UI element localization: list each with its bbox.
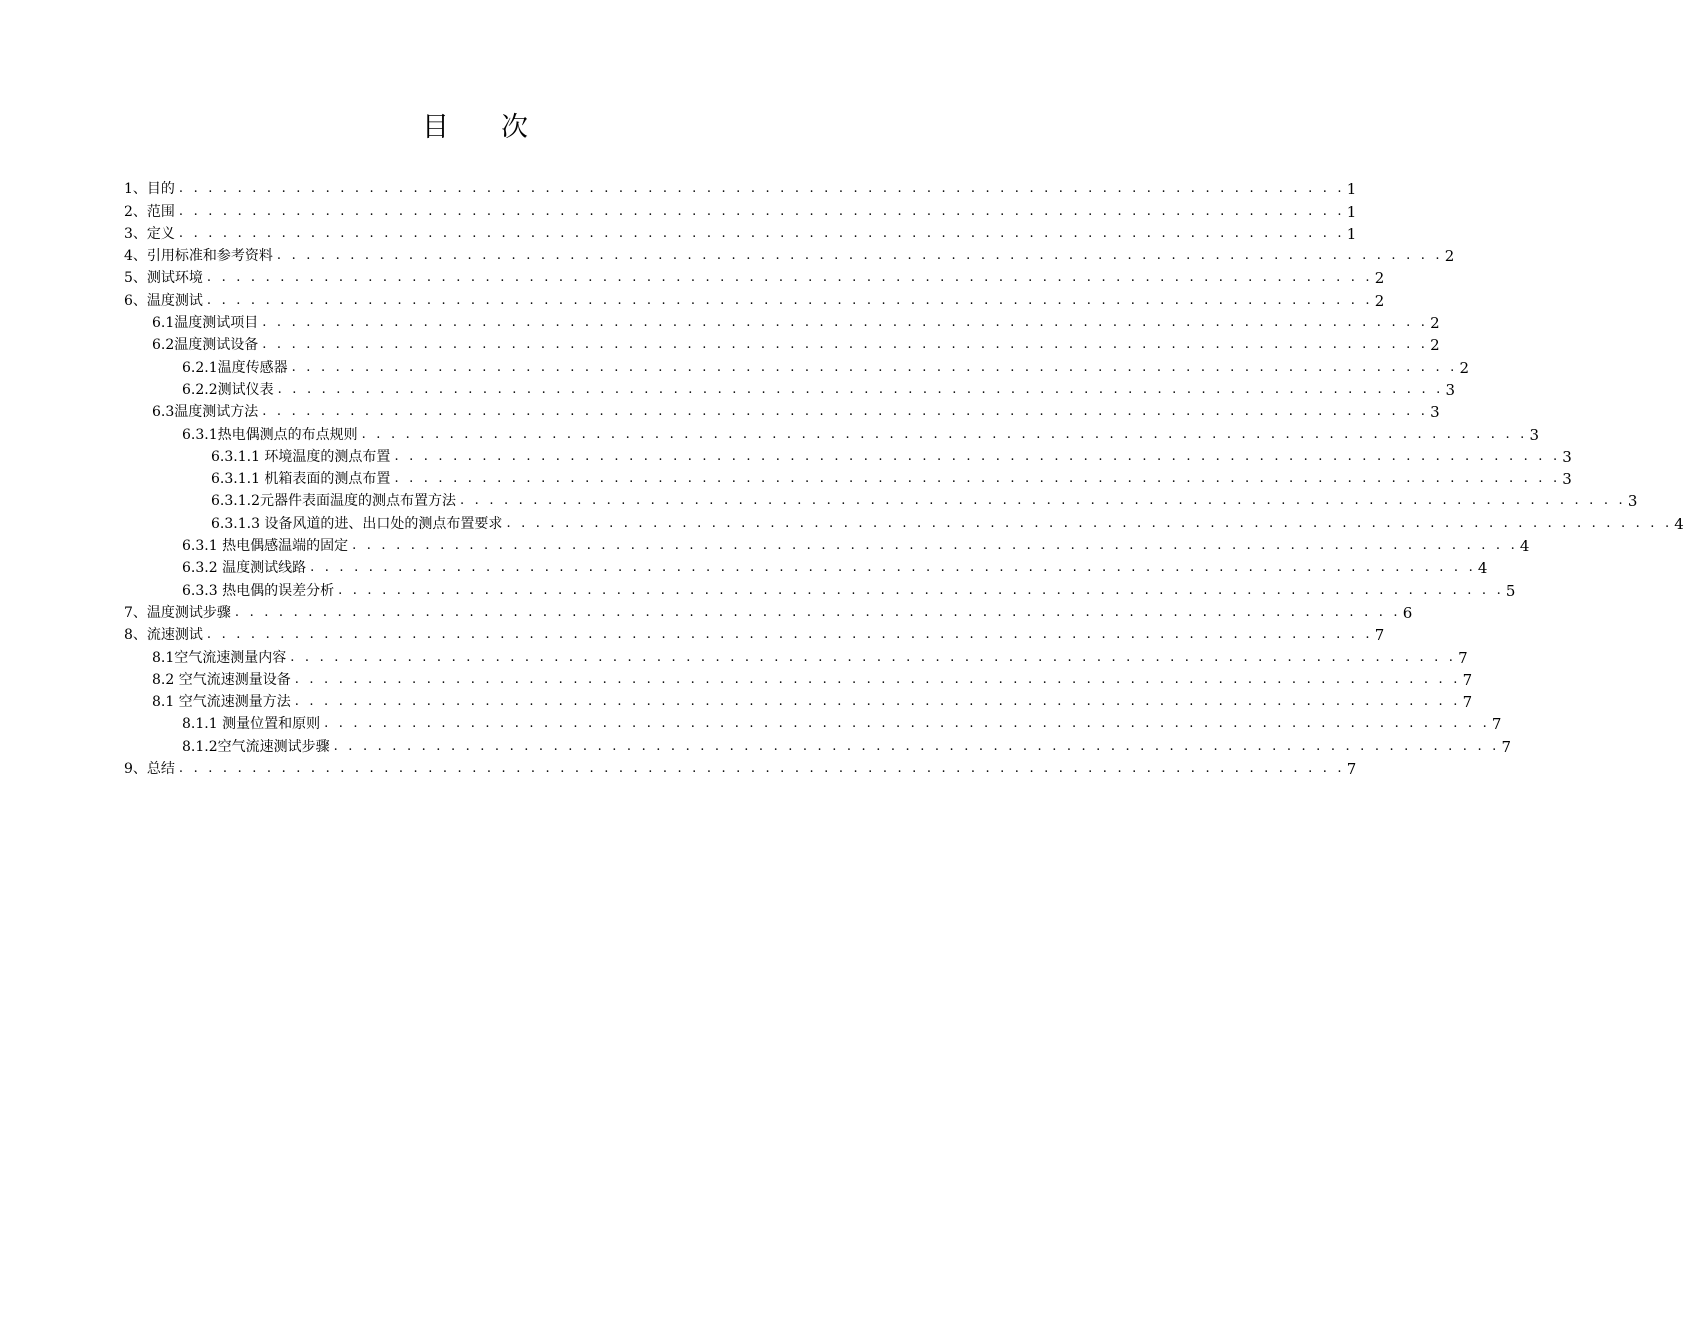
toc-entry-title: 8.1空气流速测量内容 <box>152 649 287 666</box>
toc-entry-title: 9、总结 <box>124 761 175 778</box>
toc-dot-leader: . . . . . . . . . . . . . . . . . . . . . . . . . . . . . . . . . . . . . . . . . . . . . . . . . . . . . . . . . . . . . . . . . . . . . . . . . . . . . . . . <box>262 337 1429 353</box>
toc-entry[interactable] <box>124 622 1385 645</box>
toc-entry-title: 3、定义 <box>124 225 175 242</box>
toc-page-number: 2 <box>1444 247 1455 266</box>
toc-dot-leader: . . . . . . . . . . . . . . . . . . . . . . . . . . . . . . . . . . . . . . . . . . . . . . . . . . . . . . . . . . . . . . . . . . . . . . . . . . . . . . . . <box>394 471 1561 487</box>
toc-entry[interactable] <box>124 243 1455 266</box>
toc-entry-title: 6.3.1.1 环境温度的测点布置 <box>211 448 391 465</box>
toc-page-number: 2 <box>1374 291 1385 310</box>
toc-page-number: 7 <box>1462 670 1473 689</box>
toc-page-number: 6 <box>1402 603 1413 622</box>
toc-entry[interactable] <box>124 667 1473 689</box>
toc-entry-title: 1、目的 <box>124 181 175 198</box>
toc-entry[interactable] <box>124 644 1468 667</box>
toc-page-number: 7 <box>1346 760 1357 779</box>
toc-entry[interactable] <box>124 399 1440 422</box>
toc-entry-title: 6.3.1.3 设备风道的进、出口处的测点布置要求 <box>211 515 503 532</box>
toc-entry[interactable] <box>124 265 1385 288</box>
toc-entry-title: 6.3.3 热电偶的误差分析 <box>182 582 335 599</box>
toc-page-number: 1 <box>1346 180 1357 199</box>
toc-page-number: 1 <box>1346 202 1357 221</box>
toc-entry[interactable] <box>124 488 1638 511</box>
toc-entry[interactable] <box>124 310 1440 333</box>
toc-dot-leader: . . . . . . . . . . . . . . . . . . . . . . . . . . . . . . . . . . . . . . . . . . . . . . . . . . . . . . . . . . . . . . . . . . . . . . . . . . . . . . . . <box>277 381 1444 397</box>
toc-page-number: 5 <box>1505 581 1516 600</box>
toc-entry-title: 6.3.1.1 机箱表面的测点布置 <box>211 471 391 488</box>
toc-page-number: 3 <box>1562 470 1572 489</box>
toc-page-number: 1 <box>1346 224 1357 243</box>
toc-page-number: 4 <box>1519 537 1530 556</box>
toc-page-number: 4 <box>1674 514 1684 533</box>
toc-entry-title: 6.2.2测试仪表 <box>182 381 274 398</box>
toc-entry[interactable] <box>124 555 1488 578</box>
toc-dot-leader: . . . . . . . . . . . . . . . . . . . . . . . . . . . . . . . . . . . . . . . . . . . . . . . . . . . . . . . . . . . . . . . . . . . . . . . . . . . . . . . . <box>262 404 1429 420</box>
toc-entry-title: 6.3.2 温度测试线路 <box>182 560 307 577</box>
toc-entry-title: 6.3.1热电偶测点的布点规则 <box>182 426 358 443</box>
toc-entry[interactable] <box>124 444 1572 466</box>
toc-entry-title: 6.2温度测试设备 <box>152 337 259 354</box>
toc-entry[interactable] <box>124 198 1357 221</box>
page-title <box>0 108 950 148</box>
toc-dot-leader: . . . . . . . . . . . . . . . . . . . . . . . . . . . . . . . . . . . . . . . . . . . . . . . . . . . . . . . . . . . . . . . . . . . . . . . . . . . . . . . . <box>234 604 1401 620</box>
toc-page-number: 3 <box>1445 380 1456 399</box>
toc-dot-leader: . . . . . . . . . . . . . . . . . . . . . . . . . . . . . . . . . . . . . . . . . . . . . . . . . . . . . . . . . . . . . . . . . . . . . . . . . . . . . . . . <box>294 671 1461 687</box>
toc-entry[interactable] <box>124 176 1357 199</box>
toc-entry[interactable] <box>124 756 1357 779</box>
toc-entry-title: 6.1温度测试项目 <box>152 315 259 332</box>
toc-page-number: 7 <box>1458 648 1468 667</box>
toc-page-number: 2 <box>1430 314 1440 333</box>
toc-dot-leader: . . . . . . . . . . . . . . . . . . . . . . . . . . . . . . . . . . . . . . . . . . . . . . . . . . . . . . . . . . . . . . . . . . . . . . . . . . . . . . . . <box>361 426 1528 442</box>
toc-entry-title: 6.2.1温度传感器 <box>182 359 288 376</box>
toc-page-number: 3 <box>1627 492 1638 511</box>
toc-entry-title: 6.3温度测试方法 <box>152 404 259 421</box>
toc-dot-leader: . . . . . . . . . . . . . . . . . . . . . . . . . . . . . . . . . . . . . . . . . . . . . . . . . . . . . . . . . . . . . . . . . . . . . . . . . . . . . . . . <box>324 716 1490 732</box>
toc-page-number: 3 <box>1430 403 1440 422</box>
toc-dot-leader: . . . . . . . . . . . . . . . . . . . . . . . . . . . . . . . . . . . . . . . . . . . . . . . . . . . . . . . . . . . . . . . . . . . . . . . . . . . . . . . . <box>262 315 1429 331</box>
toc-dot-leader: . . . . . . . . . . . . . . . . . . . . . . . . . . . . . . . . . . . . . . . . . . . . . . . . . . . . . . . . . . . . . . . . . . . . . . . . . . . . . . . . <box>291 359 1458 375</box>
toc-entry[interactable] <box>124 689 1473 712</box>
toc-entry-title: 2、范围 <box>124 203 175 220</box>
toc-entry[interactable] <box>124 332 1440 355</box>
toc-entry[interactable] <box>124 354 1470 377</box>
table-of-contents <box>124 176 1684 779</box>
toc-page-number: 4 <box>1477 559 1488 578</box>
toc-dot-leader: . . . . . . . . . . . . . . . . . . . . . . . . . . . . . . . . . . . . . . . . . . . . . . . . . . . . . . . . . . . . . . . . . . . . . . . . . . . . . . . . <box>178 203 1345 219</box>
toc-entry-title: 8.2 空气流速测量设备 <box>152 671 291 688</box>
toc-entry[interactable] <box>124 287 1385 310</box>
toc-page-number: 2 <box>1374 269 1385 288</box>
toc-dot-leader: . . . . . . . . . . . . . . . . . . . . . . . . . . . . . . . . . . . . . . . . . . . . . . . . . . . . . . . . . . . . . . . . . . . . . . . . . . . . . . . . <box>206 627 1373 643</box>
toc-entry-title: 6.3.1.2元器件表面温度的测点布置方法 <box>211 493 456 510</box>
toc-dot-leader: . . . . . . . . . . . . . . . . . . . . . . . . . . . . . . . . . . . . . . . . . . . . . . . . . . . . . . . . . . . . . . . . . . . . . . . . . . . . . . . . <box>294 694 1461 710</box>
toc-entry[interactable] <box>124 533 1530 556</box>
toc-page-number: 7 <box>1462 693 1473 712</box>
toc-entry-title: 8、流速测试 <box>124 627 203 644</box>
toc-entry[interactable] <box>124 577 1516 600</box>
toc-page-number: 7 <box>1374 626 1385 645</box>
toc-entry-title: 5、测试环境 <box>124 270 203 287</box>
toc-entry[interactable] <box>124 600 1413 622</box>
toc-entry-title: 6、温度测试 <box>124 292 203 309</box>
toc-page-number: 7 <box>1501 737 1512 756</box>
toc-entry[interactable] <box>124 711 1502 734</box>
toc-entry-title: 6.3.1 热电偶感温端的固定 <box>182 538 349 555</box>
toc-dot-leader: . . . . . . . . . . . . . . . . . . . . . . . . . . . . . . . . . . . . . . . . . . . . . . . . . . . . . . . . . . . . . . . . . . . . . . . . . . . . . . . . <box>178 225 1345 241</box>
toc-entry-title: 4、引用标准和参考资料 <box>124 248 273 265</box>
toc-dot-leader: . . . . . . . . . . . . . . . . . . . . . . . . . . . . . . . . . . . . . . . . . . . . . . . . . . . . . . . . . . . . . . . . . . . . . . . . . . . . . . . . <box>338 582 1504 598</box>
toc-dot-leader: . . . . . . . . . . . . . . . . . . . . . . . . . . . . . . . . . . . . . . . . . . . . . . . . . . . . . . . . . . . . . . . . . . . . . . . . . . . . . . . . <box>206 270 1373 286</box>
toc-dot-leader: . . . . . . . . . . . . . . . . . . . . . . . . . . . . . . . . . . . . . . . . . . . . . . . . . . . . . . . . . . . . . . . . . . . . . . . . . . . . . . . . <box>394 448 1561 464</box>
toc-entry-title: 8.1 空气流速测量方法 <box>152 694 291 711</box>
toc-page-number: 7 <box>1491 715 1502 734</box>
toc-page-number: 2 <box>1430 336 1440 355</box>
toc-entry[interactable] <box>124 377 1456 399</box>
toc-dot-leader: . . . . . . . . . . . . . . . . . . . . . . . . . . . . . . . . . . . . . . . . . . . . . . . . . . . . . . . . . . . . . . . . . . . . . . . . . . . . . . . . <box>333 738 1500 754</box>
toc-dot-leader: . . . . . . . . . . . . . . . . . . . . . . . . . . . . . . . . . . . . . . . . . . . . . . . . . . . . . . . . . . . . . . . . . . . . . . . . . . . . . . . . <box>506 515 1673 531</box>
toc-dot-leader: . . . . . . . . . . . . . . . . . . . . . . . . . . . . . . . . . . . . . . . . . . . . . . . . . . . . . . . . . . . . . . . . . . . . . . . . . . . . . . . . <box>310 560 1476 576</box>
toc-entry[interactable] <box>124 733 1512 756</box>
toc-page-number: 3 <box>1529 425 1540 444</box>
toc-dot-leader: . . . . . . . . . . . . . . . . . . . . . . . . . . . . . . . . . . . . . . . . . . . . . . . . . . . . . . . . . . . . . . . . . . . . . . . . . . . . . . . . <box>459 493 1626 509</box>
toc-dot-leader: . . . . . . . . . . . . . . . . . . . . . . . . . . . . . . . . . . . . . . . . . . . . . . . . . . . . . . . . . . . . . . . . . . . . . . . . . . . . . . . . <box>206 292 1373 308</box>
toc-page-number: 3 <box>1562 447 1572 466</box>
toc-dot-leader: . . . . . . . . . . . . . . . . . . . . . . . . . . . . . . . . . . . . . . . . . . . . . . . . . . . . . . . . . . . . . . . . . . . . . . . . . . . . . . . . <box>290 649 1457 665</box>
toc-entry-title: 8.1.2空气流速测试步骤 <box>182 738 330 755</box>
toc-dot-leader: . . . . . . . . . . . . . . . . . . . . . . . . . . . . . . . . . . . . . . . . . . . . . . . . . . . . . . . . . . . . . . . . . . . . . . . . . . . . . . . . <box>178 181 1345 197</box>
toc-entry[interactable] <box>124 421 1540 444</box>
toc-dot-leader: . . . . . . . . . . . . . . . . . . . . . . . . . . . . . . . . . . . . . . . . . . . . . . . . . . . . . . . . . . . . . . . . . . . . . . . . . . . . . . . . <box>178 761 1345 777</box>
toc-entry[interactable] <box>124 510 1684 533</box>
title-char-1: 目 <box>422 112 449 143</box>
toc-page-number: 2 <box>1459 358 1470 377</box>
title-char-2: 次 <box>501 112 528 143</box>
toc-entry[interactable] <box>124 466 1572 489</box>
toc-entry[interactable] <box>124 221 1357 243</box>
toc-dot-leader: . . . . . . . . . . . . . . . . . . . . . . . . . . . . . . . . . . . . . . . . . . . . . . . . . . . . . . . . . . . . . . . . . . . . . . . . . . . . . . . . <box>352 538 1518 554</box>
toc-entry-title: 8.1.1 测量位置和原则 <box>182 716 321 733</box>
toc-dot-leader: . . . . . . . . . . . . . . . . . . . . . . . . . . . . . . . . . . . . . . . . . . . . . . . . . . . . . . . . . . . . . . . . . . . . . . . . . . . . . . . . <box>276 248 1443 264</box>
toc-entry-title: 7、温度测试步骤 <box>124 604 231 621</box>
